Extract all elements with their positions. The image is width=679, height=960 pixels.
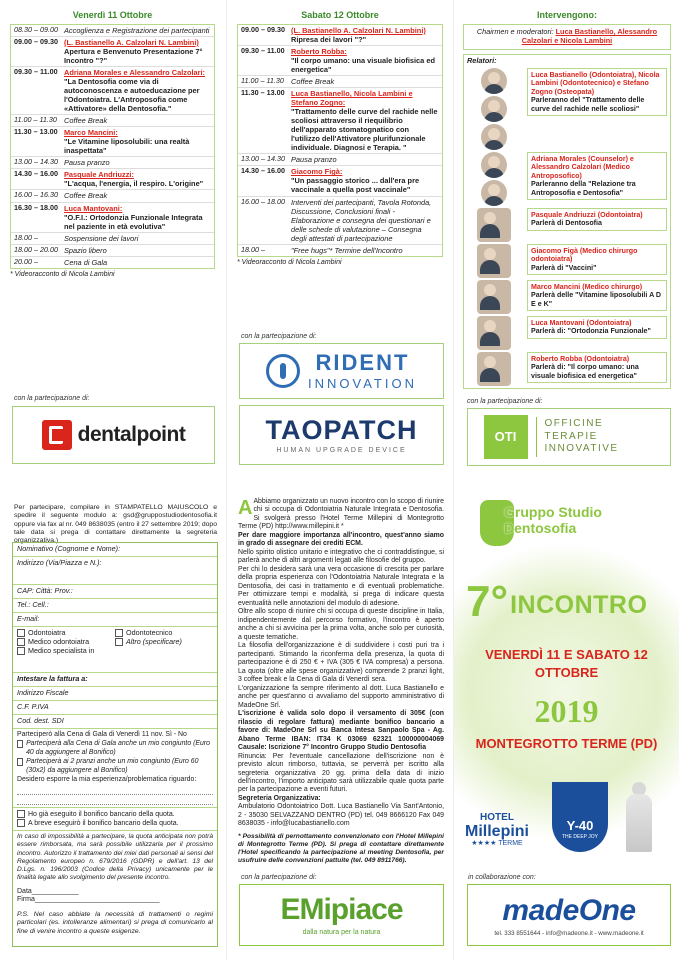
- schedule-row: [11, 66, 214, 114]
- dentalpoint-logo: [12, 406, 215, 464]
- collab-label: in collaborazione con:: [468, 874, 536, 881]
- schedule-time: 18.00 – 20.00: [14, 244, 58, 254]
- schedule-row: [238, 244, 442, 256]
- schedule-desc: [64, 68, 211, 113]
- schedule-text: "Free hugs"* Termine dell'Incontro: [291, 245, 403, 255]
- schedule-time: 09.00 – 09.30: [14, 37, 58, 46]
- schedule-time: 11.00 – 11.30: [14, 115, 57, 125]
- schedule-time: 16.00 – 16.30: [14, 190, 58, 200]
- schedule-row: [11, 202, 214, 232]
- info-p8: L'iscrizione è valida solo dopo il versamento di 305€ (con rilascio di regolare fattura) mediante bonifico bancario a favore di: MadeOne Srl su Banca Intesa Sanpaolo Spa - Ag. Abano Terme IBAN: IT34 K 03069 62321 100000004069 Causale: Iscrizione 7° Incontro Gruppo Studio Dentosofia: [238, 710, 444, 752]
- speaker-talk: Parlerà di Dentosofia: [531, 219, 602, 228]
- incontro-title: [466, 577, 676, 626]
- schedule-speaker: Luca Bastianello, Nicola Lambini e Stefano Zogno:: [291, 89, 413, 108]
- speaker-box: [527, 152, 667, 201]
- registration-form: [12, 542, 218, 947]
- schedule-time: 16.30 – 18.00: [14, 202, 58, 212]
- schedule-row: [11, 256, 214, 268]
- schedule-time: 08.30 – 09.00: [14, 24, 58, 34]
- ps-text: P.S. Nel caso abbiate la necessità di trattamenti o regimi particolari (es. intolleranze alimentari) si prega di comunicarlo al fine di venire incontro a queste esigenze.: [17, 911, 213, 935]
- dentalpoint-name: dentalpoint: [77, 423, 186, 447]
- schedule-text: "L'acqua, l'energia, il respiro. L'origine": [64, 179, 204, 189]
- privacy-text: In caso di impossibilità a partecipare, la quota anticipata non potrà essere rimborsata, ma sarà possibile utilizzarla per il prossimo incontro. Autorizzo il trattamento dei miei dati personali ai sensi del Regolamento europeo n. 679/2016 (GDPR) e dell'art. 13 del D.Lgs. n. 196/2003 (Codice della Privacy) unicamente per le finalità legate allo svolgimento del presente incontro.: [17, 833, 213, 881]
- rident-icon: [266, 354, 300, 388]
- group-name-1: Gruppo Studio: [504, 504, 602, 520]
- top-half: [0, 0, 679, 478]
- name-field[interactable]: Nominativo (Cognome e Nome):: [13, 543, 217, 557]
- gala-question[interactable]: Parteciperò alla Cena di Gala di Venerdì 11 nov. Sì - No: [17, 731, 187, 738]
- info-p2: Per dare maggiore importanza all'incontro, quest'anno siamo in grado di assegnare dei crediti ECM.: [238, 531, 444, 548]
- speaker-entry: [467, 280, 667, 314]
- speaker-entry: [467, 208, 667, 242]
- schedule-time: 09.30 – 11.00: [241, 46, 285, 56]
- saturday-note: * Videoracconto di Nicola Lambini: [237, 258, 342, 266]
- form-intro: Per partecipare, compilare in STAMPATELLO MAIUSCOLO e spedire il seguente modulo a: gsd@gruppostudiodentosofia.it oppure via fax al nr. 049 8638035 (entro il 27 settembre 2019; dopo tale data si prega di contattare direttamente la segreteria organizzativa.): [14, 504, 217, 545]
- relatori-label: Relatori:: [467, 55, 497, 65]
- form-column: [14, 504, 217, 546]
- schedule-desc: [64, 116, 211, 125]
- schedule-text: Cena di Gala: [64, 257, 108, 267]
- schedule-speaker: (L. Bastianello A. Calzolari N. Lambini): [64, 38, 199, 47]
- schedule-text: Interventi dei partecipanti, Tavola Rotonda, Discussione, Conclusioni finali - Elaborazione e consegna dei questionari e delle schede di valutazione – Consegna degli attestati di partecipazione: [291, 197, 432, 243]
- checkbox[interactable]: [17, 810, 25, 818]
- schedule-desc: [64, 204, 211, 231]
- seg-label: Segreteria Organizzativa:: [238, 794, 321, 802]
- speaker-talk: Parlerà delle "Vitamine liposolubili A D E e K": [531, 291, 662, 308]
- bottom-half: [0, 482, 679, 960]
- schedule-text: "Un passaggio storico ... dall'era pre vaccinale a quella post vaccinale": [291, 176, 420, 195]
- speaker-names: Luca Bastianello (Odontoiatra), Nicola Lambini (Odontotecnico) e Stefano Zogno (Osteopata): [531, 70, 660, 96]
- schedule-desc: [291, 167, 439, 194]
- event-year: 2019: [534, 693, 599, 729]
- schedule-text: "Le Vitamine liposolubili: una realtà inaspettata": [64, 137, 190, 156]
- speaker-talk: Parleranno del "Trattamento delle curve del rachide nelle scoliosi": [531, 96, 645, 113]
- taopatch-sub: HUMAN UPGRADE DEVICE: [276, 447, 407, 455]
- incontro-number: 7°: [466, 577, 509, 626]
- info-p9: Rinuncia: Per l'eventuale cancellazione dell'iscrizione non è previsto alcun rimborso, tuttavia, se perverrà per iscritto alla segreteria organizzativa 20 gg. prima della data di inizio dell'incontro, l'importo anticipato sarà utilizzabile quale quota parte per la partecipazione a eventi futuri.: [238, 752, 444, 794]
- schedule-time: 11.30 – 13.00: [14, 127, 58, 137]
- speaker-photo: [481, 152, 507, 178]
- schedule-speaker: Adriana Morales e Alessandro Calzolari:: [64, 68, 206, 78]
- role-label: Medico odontoiatra: [28, 636, 90, 646]
- speaker-photo: [477, 316, 511, 350]
- schedule-desc: [291, 155, 439, 164]
- schedule-speaker: Roberto Robba:: [291, 47, 347, 57]
- schedule-desc: [291, 77, 439, 86]
- schedule-text: Pausa pranzo: [64, 158, 110, 168]
- gala-option: Parteciperà alla Cena di Gala anche un mio congiunto (Euro 40 da aggiungere al Bonifico): [26, 740, 210, 756]
- experience-label: Desidero esporre la mia esperienza/problematica riguardo:: [17, 776, 197, 784]
- speaker-names: Pasquale Andriuzzi (Odontoiatra): [531, 210, 643, 219]
- role-label: Odontoiatra: [28, 628, 66, 637]
- event-dates: VENERDÌ 11 E SABATO 12: [485, 647, 648, 662]
- role-label: Altro (specificare): [126, 636, 182, 646]
- hotel-stars: ★★★★ TERME: [471, 840, 523, 848]
- gala-section: [13, 729, 217, 808]
- schedule-speaker: Marco Mancini:: [64, 128, 118, 138]
- fold-line: [226, 482, 227, 960]
- schedule-row: [238, 165, 442, 195]
- schedule-row: [238, 153, 442, 165]
- speaker-box: [527, 316, 667, 339]
- saturday-column: [237, 10, 443, 267]
- speaker-photo: [481, 124, 507, 150]
- hotel-name: Millepini: [465, 823, 529, 841]
- checkbox[interactable]: [17, 740, 23, 748]
- schedule-time: 20.00 –: [14, 256, 38, 266]
- schedule-text: "O.F.I.: Ortodonzia Funzionale Integrata nel paziente in età evolutiva": [64, 212, 203, 231]
- cap-field[interactable]: CAP: Città: Prov.:: [13, 585, 217, 599]
- schedule-text: Accoglienza e Registrazione dei partecipanti: [64, 25, 210, 35]
- rident-name: RIDENT: [315, 349, 410, 375]
- checkbox[interactable]: [17, 758, 23, 766]
- relatori-box: [463, 54, 671, 389]
- madeone-contact: tel. 333 8551644 - info@madeone.it - www.madeone.it: [494, 929, 644, 937]
- schedule-text: "Il corpo umano: una visuale biofisica ed energetica": [291, 56, 435, 75]
- saturday-schedule: [237, 24, 443, 257]
- speaker-photo: [481, 68, 507, 94]
- schedule-time: 14.30 – 16.00: [14, 169, 58, 179]
- friday-note: * Videoracconto di Nicola Lambini: [10, 270, 115, 278]
- info-p6: La filosofia dell'organizzazione è di suddividere i costi puri tra i partecipanti. Stimando la riconferma della presenza, la quota di partecipazione è di 250 € + IVA (305 € IVA compresa) a persona. La quota (oltre alle spese organizzative) comprende 2 pranzi light, 3 coffee break e la Cena di Gala di Venerdì sera.: [238, 642, 444, 684]
- role-label: Medico specialista in: [28, 645, 95, 655]
- schedule-desc: [64, 26, 211, 35]
- schedule-speaker: Giacomo Figà:: [291, 167, 343, 177]
- schedule-text: "Trattamento delle curve del rachide nelle scoliosi attraverso il riequilibrio dell'apparato stomatognatico con l'utilizzo dell'Attivatore plurifunzionale individuale. Diagnosi e Terapia. ": [291, 107, 438, 153]
- seg-text: Ambulatorio Odontoiatrico Dott. Luca Bastianello Via Sant'Antonio, 2 - 35030 SELVAZZANO DENTRO (PD) tel. 049 8666120 Fax 049 8638035 - info@lucabastianello.com: [238, 803, 444, 828]
- schedule-row: [11, 36, 214, 66]
- speaker-names: Giacomo Figà (Medico chirurgo odontoiatra): [531, 246, 638, 264]
- schedule-text: "La Dentosofia come via di autoconoscenza e autoeducazione per l'Odontoiatra. L'Antroposofia come «Attivatore» della Dentosofia.": [64, 77, 200, 114]
- schedule-row: [11, 126, 214, 156]
- speaker-talk: Parlerà di: "Ortodonzia Funzionale": [531, 327, 651, 336]
- info-p7: L'organizzazione fa sempre riferimento al dott. Luca Bastianello e anche per quest'anno ci avvaliamo del supporto amministrativo di MadeOne Srl.: [238, 684, 444, 709]
- tel-field[interactable]: Tel.: Cell.:: [13, 599, 217, 613]
- incontro-word: INCONTRO: [510, 590, 648, 619]
- schedule-text: Ripresa dei lavori "?": [291, 35, 367, 44]
- invoice-field[interactable]: Intestare la fattura a:: [13, 673, 217, 687]
- info-column: [238, 498, 444, 865]
- speaker-talk: Parleranno della "Relazione tra Antroposofia e Dentosofia": [531, 180, 636, 197]
- schedule-time: 11.00 – 11.30: [241, 76, 284, 86]
- friday-column: [10, 10, 215, 279]
- schedule-row: [11, 232, 214, 244]
- schedule-text: Apertura e Benvenuto Presentazione 7° Incontro "?": [64, 47, 203, 66]
- schedule-speaker: (L. Bastianello A. Calzolari N. Lambini): [291, 25, 426, 35]
- schedule-desc: [64, 246, 211, 255]
- schedule-time: 13.00 – 14.30: [14, 157, 58, 167]
- speaker-entry: [467, 352, 667, 386]
- emipiace-name: EMipiace: [280, 893, 403, 927]
- y40-logo: [552, 782, 608, 852]
- y40-sub: THE DEEP JOY: [561, 833, 599, 840]
- speaker-entry: [467, 316, 667, 350]
- oti-logo: [467, 408, 671, 466]
- payment-option: A breve eseguirò il bonifico bancario della quota.: [28, 819, 179, 827]
- schedule-desc: [291, 26, 439, 44]
- schedule-time: 09.30 – 11.00: [14, 67, 58, 77]
- speaker-names: Adriana Morales (Counselor) e Alessandro Calzolari (Medico Antroposofico): [531, 154, 634, 180]
- schedule-desc: [64, 258, 211, 267]
- schedule-desc: [64, 191, 211, 200]
- role-section: [13, 627, 217, 673]
- schedule-speaker: Pasquale Andriuzzi:: [64, 170, 134, 180]
- cover-column: [454, 482, 679, 960]
- schedule-text: Coffee Break: [64, 116, 108, 126]
- schedule-time: 14.30 – 16.00: [241, 166, 285, 176]
- millepini-logo: [462, 812, 532, 849]
- schedule-text: Coffee Break: [291, 77, 335, 87]
- partner-label: con la partecipazione di:: [14, 395, 90, 402]
- schedule-row: [238, 75, 442, 87]
- schedule-time: 18.00 –: [14, 232, 38, 242]
- chairs-names: Luca Bastianello, Alessandro Calzolari e Nicola Lambini: [521, 26, 658, 45]
- schedule-desc: [291, 89, 439, 152]
- group-name-2: Dentosofia: [504, 520, 577, 536]
- schedule-time: 16.00 – 18.00: [241, 196, 285, 206]
- rident-logo: [239, 343, 444, 399]
- checkbox[interactable]: [115, 638, 123, 646]
- madeone-name: madeOne: [502, 893, 636, 927]
- speaker-photo: [481, 96, 507, 122]
- checkbox[interactable]: [17, 629, 25, 637]
- schedule-text: Sospensione dei lavori: [64, 233, 139, 243]
- oti-name: OFFICINE TERAPIE INNOVATIVE: [544, 418, 619, 455]
- schedule-time: 11.30 – 13.00: [241, 88, 285, 98]
- info-p1: Abbiamo organizzato un nuovo incontro con lo scopo di riunire chi si occupa di Odontoiatria Naturale Integrata e Dentosofia. Si svolgerà presso l'Hotel Terme Millepini di Montegrotto Terme (PD) http://www.millepini.it *: [238, 498, 444, 531]
- statue-image: [622, 782, 658, 862]
- schedule-row: [11, 189, 214, 201]
- schedule-text: Pausa pranzo: [291, 155, 337, 165]
- info-p4: Per chi lo desidera sarà una vera occasione di crescita per parlare della propria esperienza con l'Odontoiatria Naturale Integrata e la Dentosofia, dei casi in trattamento e di eventuali problematiche. Per ottimizzare tempi e modalità, si prega di indicare questa eventualità nelle annotazioni del modulo di adesione.: [238, 565, 444, 607]
- sdi-field[interactable]: Cod. dest. SDI: [13, 715, 217, 729]
- payment-option: Ho già eseguito il bonifico bancario della quota.: [28, 810, 175, 818]
- y40-name: Y-40: [566, 818, 594, 833]
- schedule-desc: [64, 158, 211, 167]
- speaker-names: Luca Mantovani (Odontoiatra): [531, 318, 632, 327]
- schedule-text: Spazio libero: [64, 245, 107, 255]
- fiscal-address-field[interactable]: Indirizzo Fiscale: [13, 687, 217, 701]
- checkbox[interactable]: [17, 819, 25, 827]
- schedule-desc: [64, 38, 211, 65]
- speaker-photo: [477, 208, 511, 242]
- payment-section: [13, 808, 217, 832]
- role-label: Odontotecnico: [126, 628, 173, 637]
- info-p5: Oltre allo scopo di riunire chi si occupa di queste discipline in Italia, indipendentemente dal percorso formativo, l'incontro è aperto anche a chi si avvicina per la prima volta, anche solo per curiosità, a queste tematiche.: [238, 608, 444, 641]
- schedule-time: 13.00 – 14.30: [241, 154, 285, 164]
- gala-option: Parteciperà ai 2 pranzi anche un mio congiunto (Euro 60 (30x2) da aggiungere al Bonifico): [26, 758, 199, 774]
- schedule-desc: [291, 198, 439, 243]
- hotel-label: HOTEL: [480, 812, 514, 823]
- dentalpoint-icon: [42, 420, 72, 450]
- event-place: MONTEGROTTO TERME (PD): [475, 736, 658, 751]
- speakers-title: Intervengono:: [537, 10, 597, 20]
- checkbox[interactable]: [115, 629, 123, 637]
- group-name: [504, 504, 602, 536]
- speaker-box: [527, 352, 667, 384]
- taopatch-name: TAOPATCH: [265, 415, 418, 446]
- speaker-photo: [477, 244, 511, 278]
- address-field[interactable]: Indirizzo (Via/Piazza e N.):: [13, 557, 217, 585]
- partner-label: con la partecipazione di:: [241, 333, 317, 340]
- speaker-talk: Parlerà di: "Il corpo umano: una visuale biofisica ed energetica": [531, 363, 639, 380]
- speaker-entry: [467, 152, 667, 206]
- speakers-column: [463, 10, 671, 389]
- partner-label: con la partecipazione di:: [241, 874, 317, 881]
- speaker-talk: Parlerà di "Vaccini": [531, 263, 597, 272]
- experience-line[interactable]: [17, 785, 213, 795]
- schedule-desc: [64, 170, 211, 188]
- speaker-photo: [477, 280, 511, 314]
- friday-schedule: [10, 24, 215, 269]
- schedule-row: [238, 196, 442, 244]
- schedule-row: [238, 25, 442, 45]
- speaker-names: Marco Mancini (Medico chirurgo): [531, 282, 643, 291]
- schedule-desc: [64, 128, 211, 155]
- schedule-row: [11, 114, 214, 126]
- experience-line[interactable]: [17, 795, 213, 805]
- schedule-row: [238, 87, 442, 153]
- schedule-row: [11, 156, 214, 168]
- schedule-row: [11, 244, 214, 256]
- saturday-title: Sabato 12 Ottobre: [301, 10, 379, 20]
- partner-label: con la partecipazione di:: [467, 398, 543, 405]
- checkbox[interactable]: [17, 647, 25, 655]
- event-month: OTTOBRE: [534, 665, 599, 680]
- signature-line[interactable]: Data____________ Firma________________________________: [17, 887, 160, 904]
- schedule-time: 18.00 –: [241, 244, 265, 254]
- speaker-photo: [481, 180, 507, 206]
- speaker-entry: [467, 244, 667, 278]
- schedule-row: [11, 25, 214, 36]
- schedule-text: Coffee Break: [64, 191, 108, 201]
- cf-field[interactable]: C.F. P.IVA: [13, 701, 217, 715]
- info-paragraph: A Abbiamo organizzato un nuovo incontro con lo scopo di riunire chi si occupa di Odontoiatria Naturale Integrata e Dentosofia. Si svolgerà presso l'Hotel Terme Millepini di Montegrotto Terme (PD) http://www.millepini.it *: [238, 497, 444, 531]
- schedule-speaker: Luca Mantovani:: [64, 203, 123, 213]
- schedule-row: [11, 168, 214, 189]
- emipiace-logo: [239, 884, 444, 946]
- friday-title: Venerdì 11 Ottobre: [72, 10, 153, 20]
- schedule-row: [238, 45, 442, 75]
- speaker-box: [527, 208, 667, 231]
- checkbox[interactable]: [17, 638, 25, 646]
- madeone-logo: [467, 884, 671, 946]
- oti-icon: OTI: [484, 415, 528, 459]
- email-field[interactable]: E-mail:: [13, 613, 217, 627]
- speaker-box: [527, 244, 667, 276]
- speaker-names: Roberto Robba (Odontoiatra): [531, 354, 630, 363]
- chairs-label: Chairmen e moderatori:: [476, 26, 554, 36]
- info-p3: Nello spirito olistico unitario e integrativo che ci contraddistingue, si parlerà anche di altri argomenti legati alle filosofie del gruppo.: [238, 548, 444, 565]
- speaker-box: [527, 68, 667, 117]
- rident-sub: INNOVATION: [308, 376, 417, 392]
- speaker-entry: [467, 68, 667, 150]
- chairs-box: [463, 24, 671, 50]
- info-footnote: * Possibilità di pernottamento convenzionato con l'Hotel Millepini di Montegrotto Terme (PD). Si prega di contattare direttamente l'Hotel specificando la partecipazione al meeting Dentosofia, per usufruire delle convenzioni pattuite (tel. 049 8911766).: [238, 832, 444, 865]
- schedule-desc: [291, 246, 439, 255]
- schedule-time: 09.00 – 09.30: [241, 24, 285, 34]
- schedule-desc: [64, 234, 211, 243]
- emipiace-sub: dalla natura per la natura: [302, 929, 381, 937]
- speaker-photo: [477, 352, 511, 386]
- taopatch-logo: [239, 405, 444, 465]
- speaker-box: [527, 280, 667, 312]
- schedule-desc: [291, 47, 439, 74]
